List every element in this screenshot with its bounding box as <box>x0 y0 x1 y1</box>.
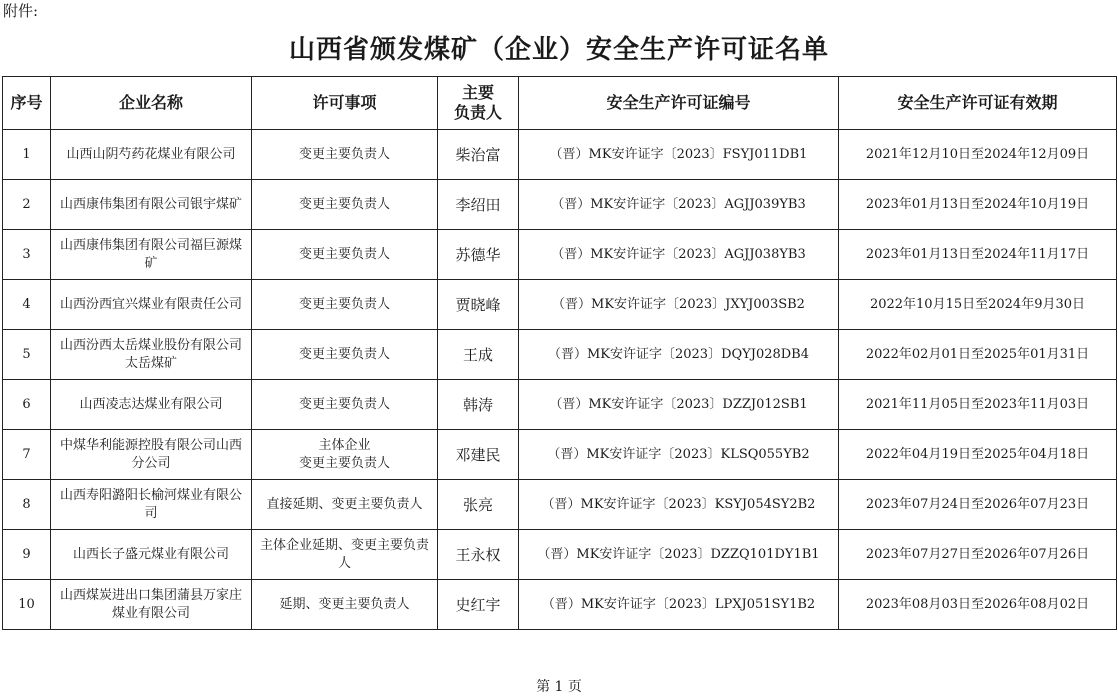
cell-license-no: （晋）MK安许证字〔2023〕JXYJ003SB2 <box>519 280 839 330</box>
cell-validity: 2023年01月13日至2024年11月17日 <box>839 230 1117 280</box>
attachment-label: 附件: <box>3 2 39 20</box>
header-index: 序号 <box>3 77 51 130</box>
table-row <box>3 480 1117 530</box>
cell-matter: 主体企业 变更主要负责人 <box>252 430 438 480</box>
cell-license-no: （晋）MK安许证字〔2023〕AGJJ038YB3 <box>519 230 839 280</box>
cell-license-no: （晋）MK安许证字〔2023〕DQYJ028DB4 <box>519 330 839 380</box>
cell-matter: 变更主要负责人 <box>252 280 438 330</box>
cell-index: 4 <box>3 280 51 330</box>
cell-index: 2 <box>3 180 51 230</box>
cell-validity: 2022年04月19日至2025年04月18日 <box>839 430 1117 480</box>
cell-index: 6 <box>3 380 51 430</box>
license-table <box>2 76 1117 630</box>
cell-index: 5 <box>3 330 51 380</box>
header-license-no: 安全生产许可证编号 <box>519 77 839 130</box>
cell-matter: 变更主要负责人 <box>252 130 438 180</box>
cell-person: 李绍田 <box>438 180 519 230</box>
cell-index: 8 <box>3 480 51 530</box>
table-row <box>3 430 1117 480</box>
cell-validity: 2023年01月13日至2024年10月19日 <box>839 180 1117 230</box>
cell-company: 山西山阴芍药花煤业有限公司 <box>51 130 252 180</box>
cell-license-no: （晋）MK安许证字〔2023〕DZZQ101DY1B1 <box>519 530 839 580</box>
cell-company: 山西寿阳潞阳长榆河煤业有限公司 <box>51 480 252 530</box>
cell-index: 3 <box>3 230 51 280</box>
cell-matter: 变更主要负责人 <box>252 180 438 230</box>
header-validity: 安全生产许可证有效期 <box>839 77 1117 130</box>
cell-validity: 2021年11月05日至2023年11月03日 <box>839 380 1117 430</box>
cell-person: 贾晓峰 <box>438 280 519 330</box>
table-row <box>3 530 1117 580</box>
header-matter: 许可事项 <box>252 77 438 130</box>
cell-license-no: （晋）MK安许证字〔2023〕DZZJ012SB1 <box>519 380 839 430</box>
cell-license-no: （晋）MK安许证字〔2023〕LPXJ051SY1B2 <box>519 580 839 630</box>
cell-validity: 2022年02月01日至2025年01月31日 <box>839 330 1117 380</box>
cell-company: 山西凌志达煤业有限公司 <box>51 380 252 430</box>
cell-validity: 2023年07月24日至2026年07月23日 <box>839 480 1117 530</box>
cell-person: 史红宇 <box>438 580 519 630</box>
cell-validity: 2021年12月10日至2024年12月09日 <box>839 130 1117 180</box>
table-header-row <box>3 77 1117 130</box>
cell-company: 山西煤炭进出口集团蒲县万家庄煤业有限公司 <box>51 580 252 630</box>
cell-matter: 变更主要负责人 <box>252 230 438 280</box>
cell-person: 柴治富 <box>438 130 519 180</box>
cell-company: 山西汾西宜兴煤业有限责任公司 <box>51 280 252 330</box>
table-row <box>3 580 1117 630</box>
cell-person: 张亮 <box>438 480 519 530</box>
page-number: 第 1 页 <box>536 679 582 695</box>
document-title: 山西省颁发煤矿（企业）安全生产许可证名单 <box>288 35 829 65</box>
table-row <box>3 180 1117 230</box>
cell-person: 韩涛 <box>438 380 519 430</box>
cell-person: 苏德华 <box>438 230 519 280</box>
header-person-line2: 负责人 <box>453 103 502 122</box>
cell-index: 1 <box>3 130 51 180</box>
table-row <box>3 130 1117 180</box>
cell-company: 中煤华利能源控股有限公司山西分公司 <box>51 430 252 480</box>
header-person-line1: 主要 <box>461 83 494 102</box>
cell-person: 邓建民 <box>438 430 519 480</box>
cell-person: 王永权 <box>438 530 519 580</box>
cell-company: 山西长子盛元煤业有限公司 <box>51 530 252 580</box>
cell-index: 10 <box>3 580 51 630</box>
table-row <box>3 330 1117 380</box>
cell-company: 山西汾西太岳煤业股份有限公司太岳煤矿 <box>51 330 252 380</box>
cell-matter: 主体企业延期、变更主要负责人 <box>252 530 438 580</box>
cell-matter: 变更主要负责人 <box>252 380 438 430</box>
cell-validity: 2022年10月15日至2024年9月30日 <box>839 280 1117 330</box>
cell-company: 山西康伟集团有限公司福巨源煤矿 <box>51 230 252 280</box>
cell-matter: 延期、变更主要负责人 <box>252 580 438 630</box>
cell-license-no: （晋）MK安许证字〔2023〕KSYJ054SY2B2 <box>519 480 839 530</box>
cell-index: 9 <box>3 530 51 580</box>
cell-matter: 直接延期、变更主要负责人 <box>252 480 438 530</box>
cell-license-no: （晋）MK安许证字〔2023〕FSYJ011DB1 <box>519 130 839 180</box>
cell-index: 7 <box>3 430 51 480</box>
table-row <box>3 380 1117 430</box>
cell-person: 王成 <box>438 330 519 380</box>
cell-validity: 2023年08月03日至2026年08月02日 <box>839 580 1117 630</box>
cell-validity: 2023年07月27日至2026年07月26日 <box>839 530 1117 580</box>
cell-license-no: （晋）MK安许证字〔2023〕KLSQ055YB2 <box>519 430 839 480</box>
table-row <box>3 230 1117 280</box>
cell-license-no: （晋）MK安许证字〔2023〕AGJJ039YB3 <box>519 180 839 230</box>
header-person <box>438 77 519 130</box>
cell-matter: 变更主要负责人 <box>252 330 438 380</box>
table-row <box>3 280 1117 330</box>
header-company: 企业名称 <box>51 77 252 130</box>
cell-company: 山西康伟集团有限公司银宇煤矿 <box>51 180 252 230</box>
